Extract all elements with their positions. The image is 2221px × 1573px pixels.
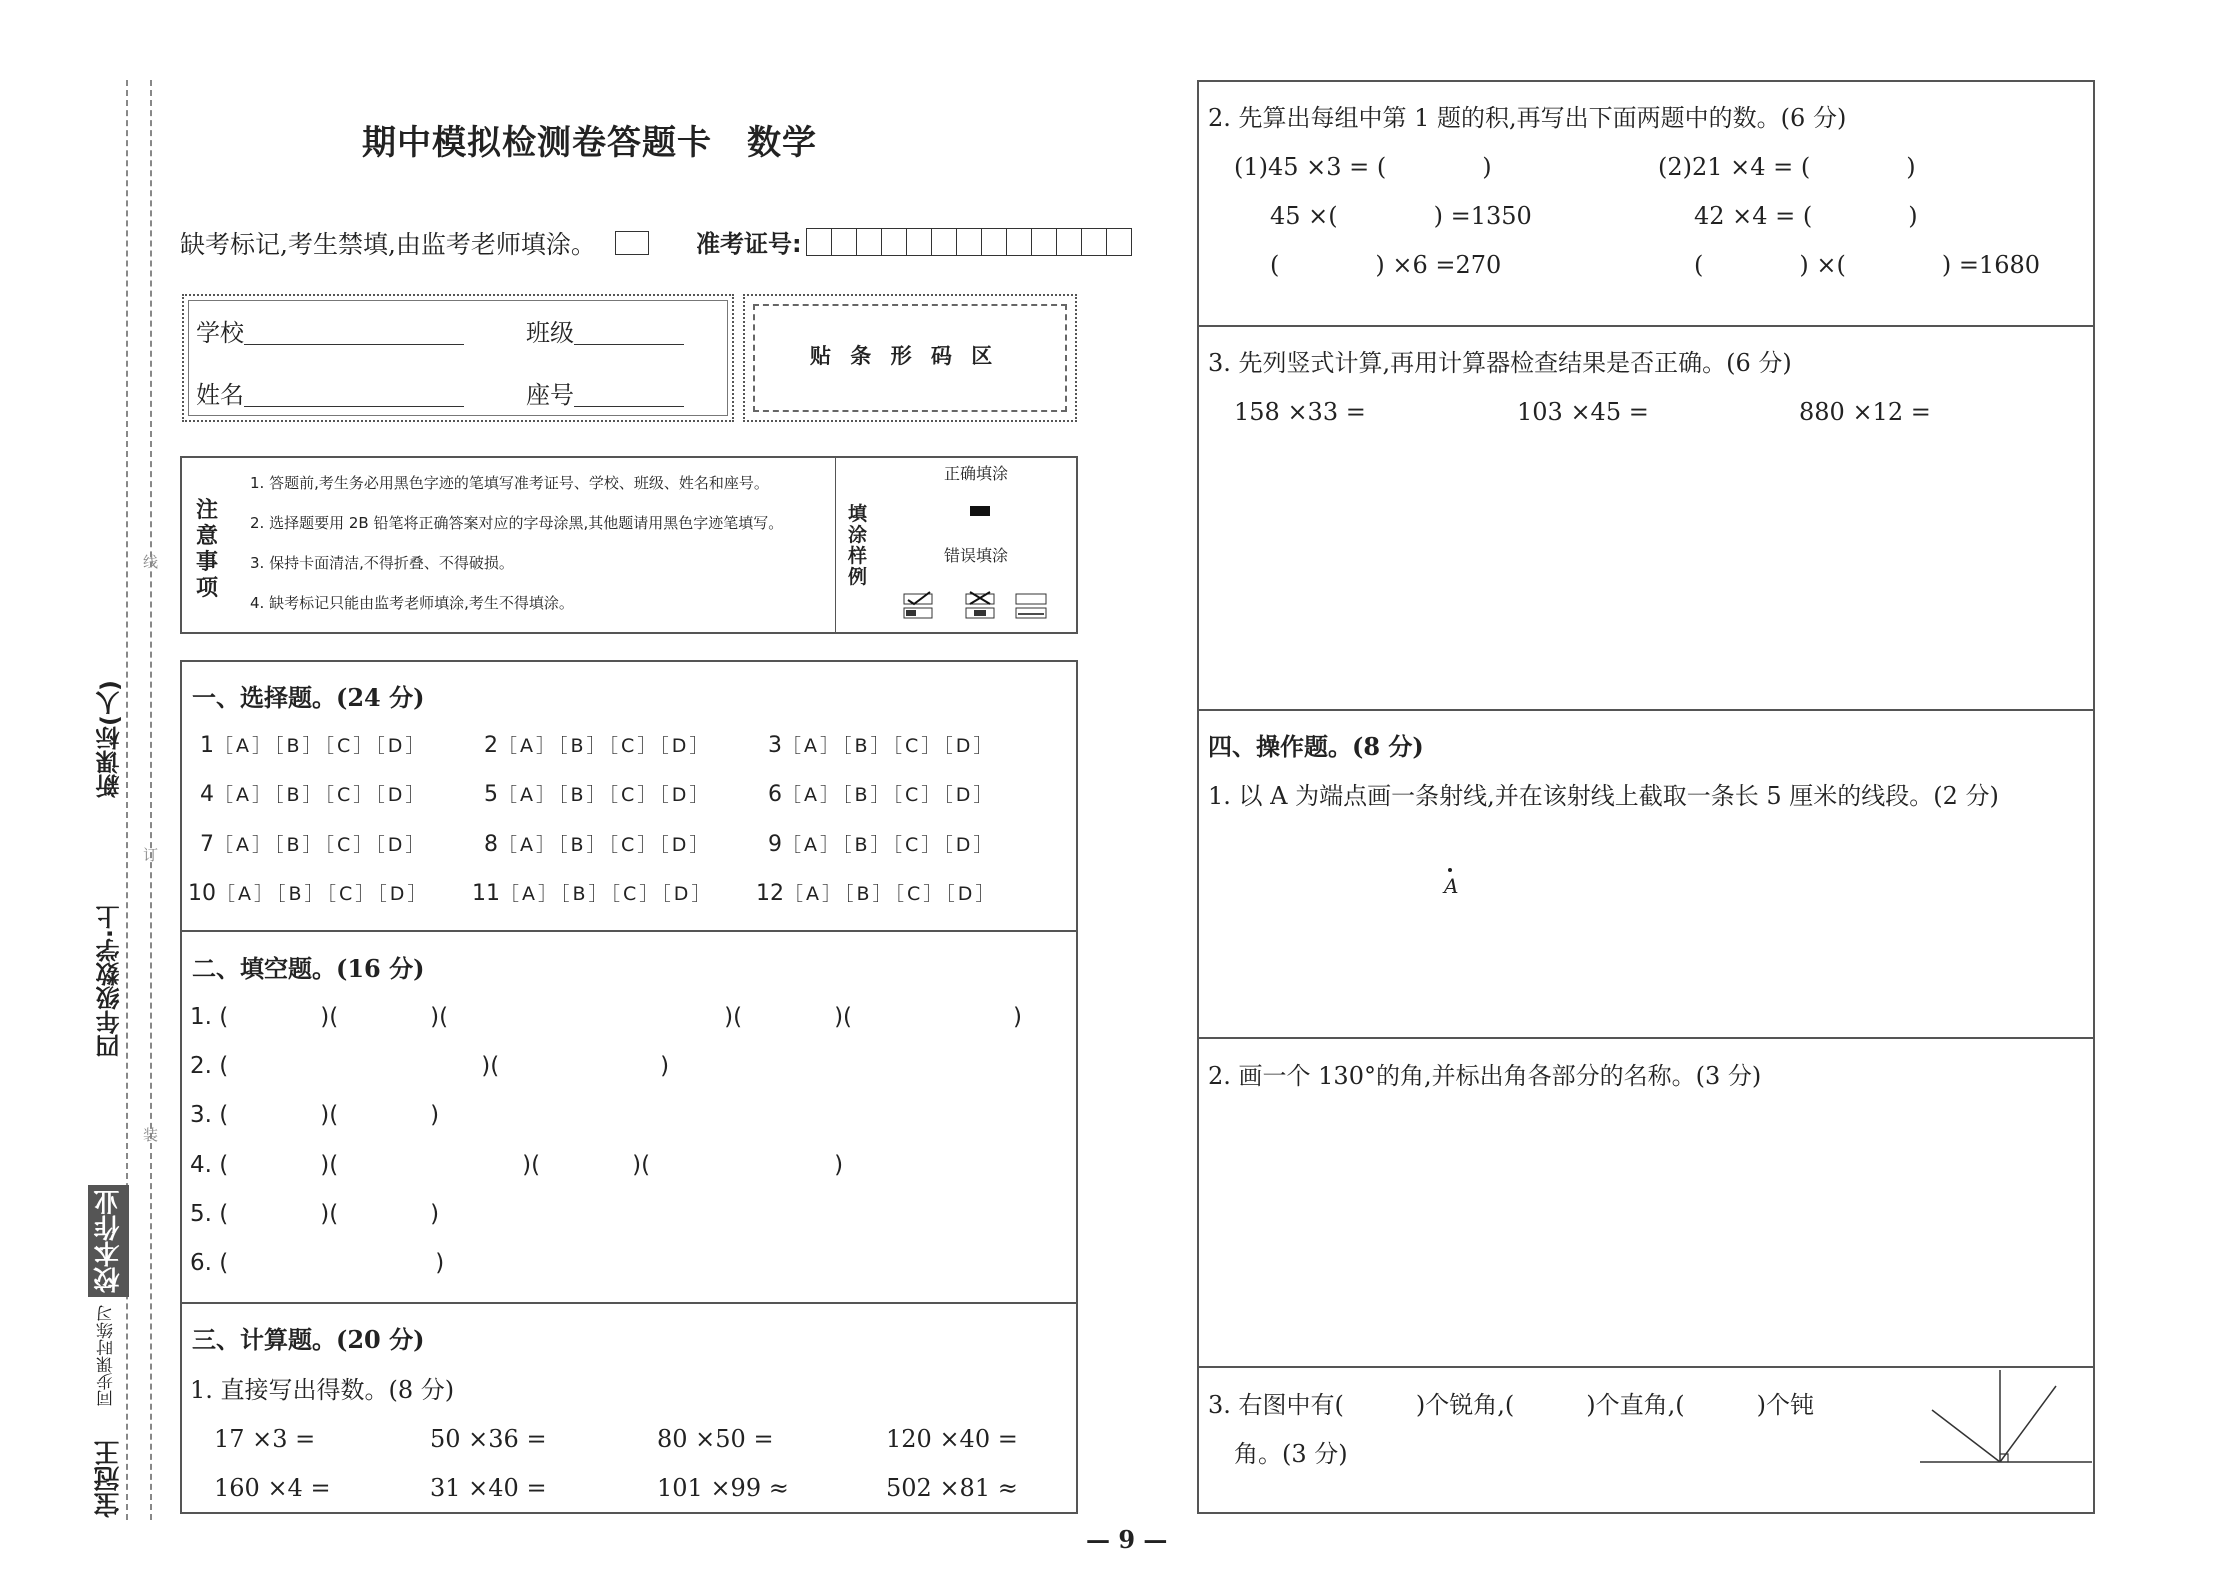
choice-options-6[interactable]: ［A］［B］［C］［D］ <box>782 784 996 806</box>
wrong-fill-samples <box>900 590 1060 626</box>
fill-row-3[interactable]: 3. ( )( ) <box>190 1102 440 1128</box>
section-operation-title: 四、操作题。(8 分) <box>1208 732 1424 761</box>
class-field[interactable] <box>574 320 684 345</box>
spine-edition: 新课标(人) <box>96 680 124 798</box>
correct-fill-sample <box>970 506 990 516</box>
calc-item[interactable]: 120 ×40 = <box>886 1425 1018 1453</box>
choice-options-10[interactable]: ［A］［B］［C］［D］ <box>216 883 430 905</box>
q2-a3[interactable]: ( ) ×6 =270 <box>1270 251 1502 279</box>
spine-tag: 同步课时练习 <box>97 1305 117 1407</box>
op-q3-line2: 角。(3 分) <box>1234 1440 1348 1468</box>
fill-row-2[interactable]: 2. ( )( ) <box>190 1053 670 1079</box>
ticket-label: 准考证号: <box>696 230 802 258</box>
cut-label-line: 线 <box>143 553 159 571</box>
note-item-1: 1. 答题前,考生务必用黑色字迹的笔填写准考证号、学校、班级、姓名和座号。 <box>250 474 769 492</box>
calc-item[interactable]: 101 ×99 ≈ <box>657 1474 789 1502</box>
choice-options-3[interactable]: ［A］［B］［C］［D］ <box>782 735 996 757</box>
choice-options-5[interactable]: ［A］［B］［C］［D］ <box>498 784 712 806</box>
angle-figure <box>1920 1370 2095 1470</box>
q3-item[interactable]: 158 ×33 = <box>1234 398 1366 426</box>
binding-dashed-line <box>126 80 128 1520</box>
q2-a1[interactable]: (1)45 ×3 = ( ) <box>1234 153 1492 181</box>
notes-heading: 注意事项 <box>196 498 219 601</box>
choice-row: 8［A］［B］［C］［D］ <box>484 832 712 857</box>
choice-options-4[interactable]: ［A］［B］［C］［D］ <box>214 784 428 806</box>
calc-item[interactable]: 31 ×40 = <box>430 1474 547 1502</box>
spine-series: 校本作业 <box>88 1185 129 1297</box>
fill-example-heading: 填涂样例 <box>848 503 868 588</box>
spine-grade: 四年级数学·上 <box>96 905 124 1059</box>
q3-item[interactable]: 880 ×12 = <box>1799 398 1931 426</box>
q2-b3[interactable]: ( ) ×( ) =1680 <box>1694 251 2041 279</box>
q2-b2[interactable]: 42 ×4 = ( ) <box>1694 202 1918 230</box>
fill-row-1[interactable]: 1. ( )( )( )( )( ) <box>190 1004 1022 1030</box>
absent-instruction: 缺考标记,考生禁填,由监考老师填涂。 <box>180 230 596 259</box>
choice-row: 9［A］［B］［C］［D］ <box>768 832 996 857</box>
op-q1: 1. 以 A 为端点画一条射线,并在该射线上截取一条长 5 厘米的线段。(2 分) <box>1208 782 1999 810</box>
choice-row: 11［A］［B］［C］［D］ <box>472 881 714 906</box>
seat-field[interactable] <box>574 382 684 407</box>
choice-options-7[interactable]: ［A］［B］［C］［D］ <box>214 834 428 856</box>
cut-label-pack: 装 <box>143 1126 159 1144</box>
choice-row: 12［A］［B］［C］［D］ <box>756 881 998 906</box>
fill-row-5[interactable]: 5. ( )( ) <box>190 1201 440 1227</box>
q2-title: 2. 先算出每组中第 1 题的积,再写出下面两题中的数。(6 分) <box>1208 104 1847 132</box>
absent-mark-box[interactable] <box>615 231 649 255</box>
name-field[interactable] <box>244 382 464 407</box>
choice-row: 3［A］［B］［C］［D］ <box>768 733 996 758</box>
binding-dashed-line-inner <box>150 80 152 1520</box>
choice-row: 10［A］［B］［C］［D］ <box>188 881 430 906</box>
choice-row: 4［A］［B］［C］［D］ <box>200 782 428 807</box>
spine-brand: 宝冠王 <box>94 1440 124 1518</box>
note-item-4: 4. 缺考标记只能由监考老师填涂,考生不得填涂。 <box>250 594 574 612</box>
name-label: 姓名 <box>196 382 464 407</box>
q2-a2[interactable]: 45 ×( ) =1350 <box>1270 202 1532 230</box>
seat-label: 座号 <box>526 382 684 407</box>
calc-item[interactable]: 50 ×36 = <box>430 1425 547 1453</box>
choice-row: 2［A］［B］［C］［D］ <box>484 733 712 758</box>
choice-options-2[interactable]: ［A］［B］［C］［D］ <box>498 735 712 757</box>
op-q2: 2. 画一个 130°的角,并标出角各部分的名称。(3 分) <box>1208 1062 1762 1090</box>
school-field[interactable] <box>244 320 464 345</box>
fill-row-4[interactable]: 4. ( )( )( )( ) <box>190 1152 844 1178</box>
calc-item[interactable]: 80 ×50 = <box>657 1425 774 1453</box>
choice-row: 5［A］［B］［C］［D］ <box>484 782 712 807</box>
point-a-dot <box>1448 868 1452 872</box>
choice-row: 7［A］［B］［C］［D］ <box>200 832 428 857</box>
choice-options-12[interactable]: ［A］［B］［C］［D］ <box>784 883 998 905</box>
calc-item[interactable]: 17 ×3 = <box>214 1425 316 1453</box>
choice-options-8[interactable]: ［A］［B］［C］［D］ <box>498 834 712 856</box>
wrong-fill-label: 错误填涂 <box>944 546 1009 565</box>
point-a-label: A <box>1444 874 1459 898</box>
cut-label-bind: 订 <box>143 846 159 864</box>
choice-row: 1［A］［B］［C］［D］ <box>200 733 428 758</box>
calc-item[interactable]: 160 ×4 = <box>214 1474 331 1502</box>
note-item-3: 3. 保持卡面清洁,不得折叠、不得破损。 <box>250 554 514 572</box>
section-calc-title: 三、计算题。(20 分) <box>192 1325 425 1354</box>
page-title: 期中模拟检测卷答题卡 数学 <box>362 123 817 163</box>
section-choice-title: 一、选择题。(24 分) <box>192 683 425 712</box>
ticket-number-grid[interactable] <box>806 228 1132 256</box>
op-q3-line1[interactable]: 3. 右图中有( )个锐角,( )个直角,( )个钝 <box>1208 1391 1814 1419</box>
barcode-label: 贴 条 形 码 区 <box>810 344 999 368</box>
choice-options-11[interactable]: ［A］［B］［C］［D］ <box>500 883 714 905</box>
fill-row-6[interactable]: 6. ( ) <box>190 1250 445 1276</box>
note-item-2: 2. 选择题要用 2B 铅笔将正确答案对应的字母涂黑,其他题请用黑色字迹笔填写。 <box>250 514 784 532</box>
q3-item[interactable]: 103 ×45 = <box>1517 398 1649 426</box>
calc-item[interactable]: 502 ×81 ≈ <box>886 1474 1018 1502</box>
choice-row: 6［A］［B］［C］［D］ <box>768 782 996 807</box>
choice-options-1[interactable]: ［A］［B］［C］［D］ <box>214 735 428 757</box>
q3-title: 3. 先列竖式计算,再用计算器检查结果是否正确。(6 分) <box>1208 349 1792 377</box>
calc-q1-title: 1. 直接写出得数。(8 分) <box>190 1376 455 1404</box>
section-fill-title: 二、填空题。(16 分) <box>192 954 425 983</box>
school-label: 学校 <box>196 320 464 345</box>
correct-fill-label: 正确填涂 <box>944 464 1009 483</box>
page-number: — 9 — <box>1086 1525 1168 1554</box>
q2-b1[interactable]: (2)21 ×4 = ( ) <box>1658 153 1916 181</box>
choice-options-9[interactable]: ［A］［B］［C］［D］ <box>782 834 996 856</box>
class-label: 班级 <box>526 320 684 345</box>
